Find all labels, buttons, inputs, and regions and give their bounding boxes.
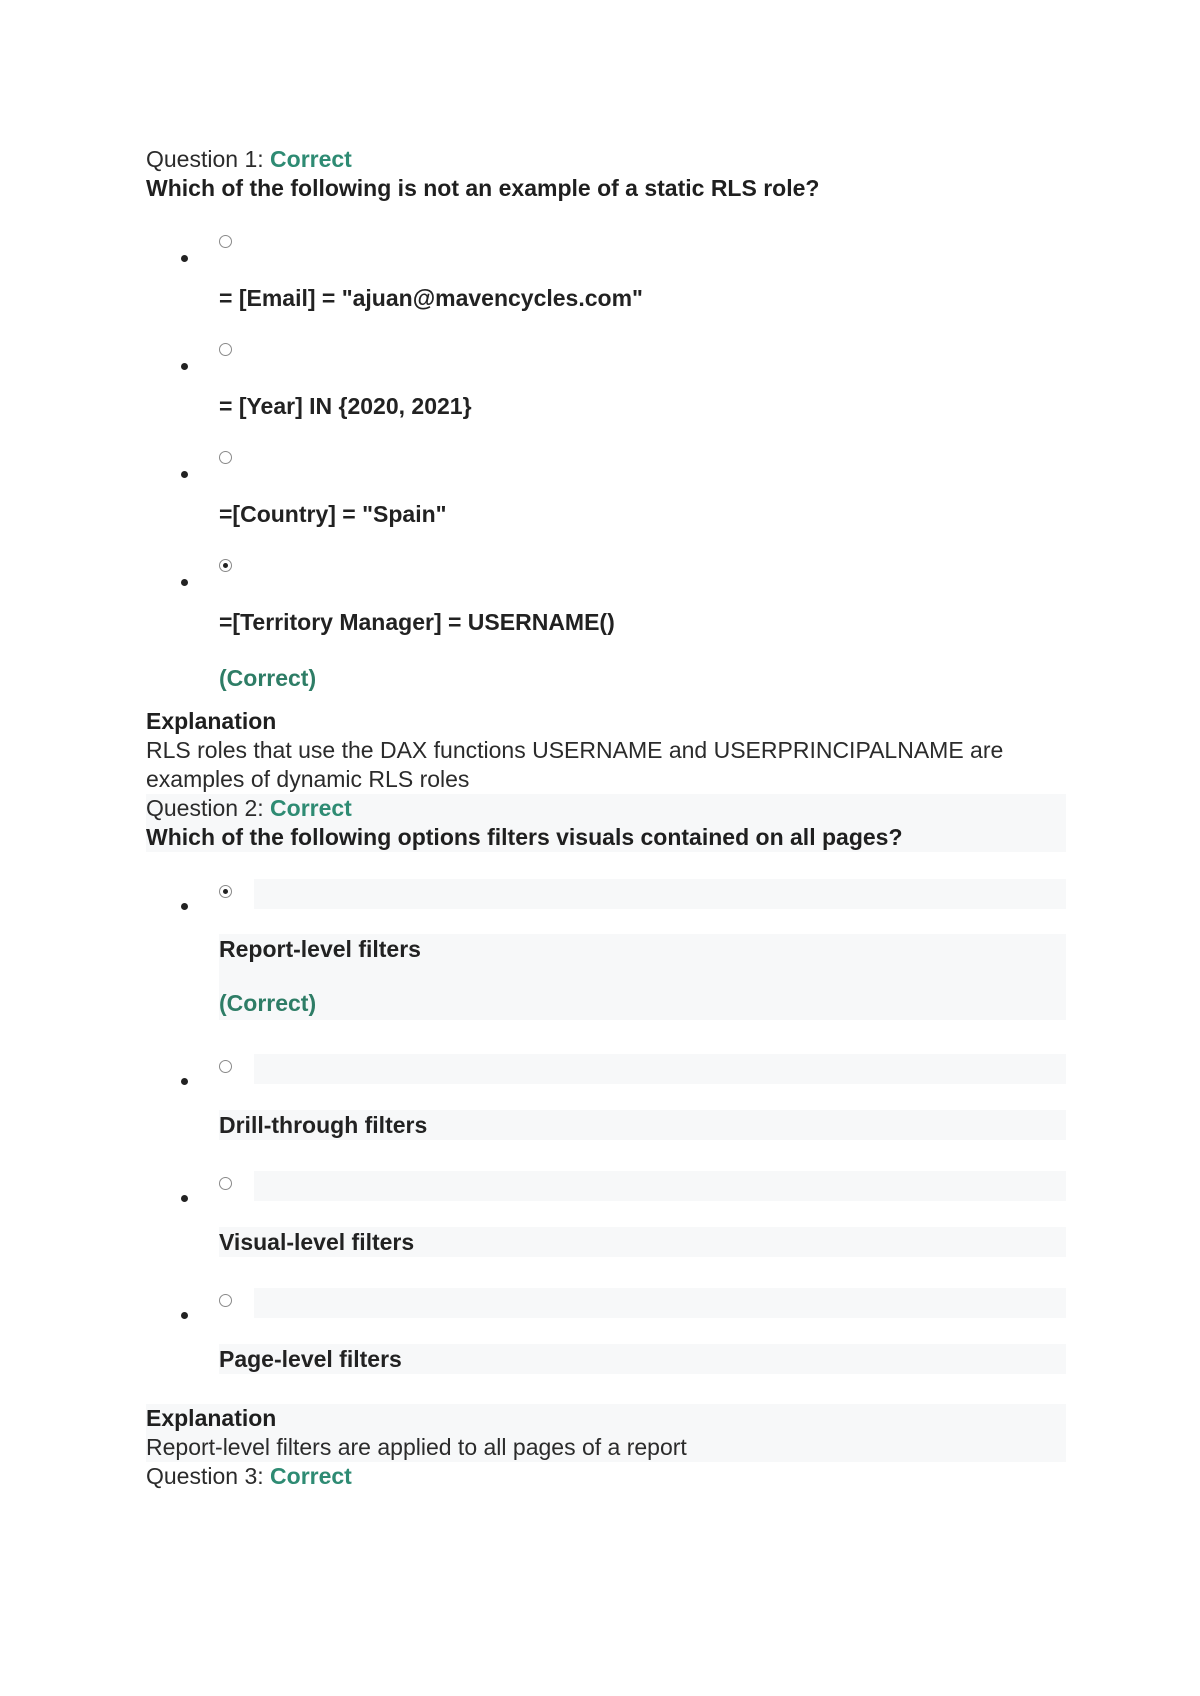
- option-2: [146, 1054, 1066, 1171]
- option-1: [146, 229, 1066, 337]
- question-header: [146, 1462, 1066, 1491]
- bullet: [181, 471, 188, 478]
- bullet: [181, 1195, 188, 1202]
- question-status: Correct: [270, 795, 352, 821]
- question-header: [146, 145, 1066, 174]
- radio-button[interactable]: [219, 1294, 232, 1307]
- question-1: [146, 145, 1066, 794]
- option-3: [146, 445, 1066, 553]
- bullet: [181, 363, 188, 370]
- options-list: [146, 879, 1066, 1404]
- radio-button[interactable]: [219, 451, 232, 464]
- option-text: Report-level filters: [219, 936, 421, 962]
- explanation-block: [146, 1404, 1066, 1462]
- explanation-text: Report-level filters are applied to all pages of a report: [146, 1434, 687, 1460]
- radio-button[interactable]: [219, 343, 232, 356]
- radio-button[interactable]: [219, 1177, 232, 1190]
- bullet: [181, 579, 188, 586]
- radio-button-selected[interactable]: [219, 559, 232, 572]
- radio-button[interactable]: [219, 235, 232, 248]
- question-3: [146, 1462, 1066, 1491]
- option-text: Drill-through filters: [219, 1110, 1066, 1140]
- radio-button[interactable]: [219, 1060, 232, 1073]
- quiz-content: [146, 145, 1066, 1491]
- option-text: = [Year] IN {2020, 2021}: [219, 393, 472, 419]
- question-header-block: [146, 794, 1066, 852]
- question-text: Which of the following is not an example of a static RLS role?: [146, 175, 820, 201]
- option-text: Page-level filters: [219, 1344, 1066, 1374]
- bullet: [181, 903, 188, 910]
- option-1: [146, 879, 1066, 1054]
- options-list: [146, 229, 1066, 699]
- option-4: [146, 553, 1066, 699]
- question-2: [146, 794, 1066, 1462]
- option-2: [146, 337, 1066, 445]
- question-status: Correct: [270, 1463, 352, 1489]
- option-text: =[Country] = "Spain": [219, 501, 447, 527]
- question-label: Question 2:: [146, 795, 271, 821]
- explanation-title: Explanation: [146, 708, 277, 734]
- correct-feedback: (Correct): [219, 990, 317, 1016]
- option-4: [146, 1288, 1066, 1404]
- correct-feedback: (Correct): [219, 665, 317, 691]
- question-label: Question 3:: [146, 1463, 271, 1489]
- option-text: = [Email] = "ajuan@mavencycles.com": [219, 285, 643, 311]
- question-text: Which of the following options filters visuals contained on all pages?: [146, 824, 903, 850]
- explanation-text: RLS roles that use the DAX functions USERNAME and USERPRINCIPALNAME are examples of dynamic RLS roles: [146, 737, 1004, 792]
- question-header: [146, 794, 1066, 823]
- question-label: Question 1:: [146, 146, 271, 172]
- option-text: Visual-level filters: [219, 1227, 1066, 1257]
- bullet: [181, 1078, 188, 1085]
- question-status: Correct: [270, 146, 352, 172]
- radio-button-selected[interactable]: [219, 885, 232, 898]
- explanation-title: Explanation: [146, 1405, 277, 1431]
- bullet: [181, 1312, 188, 1319]
- option-3: [146, 1171, 1066, 1288]
- option-text: =[Territory Manager] = USERNAME(): [219, 609, 615, 635]
